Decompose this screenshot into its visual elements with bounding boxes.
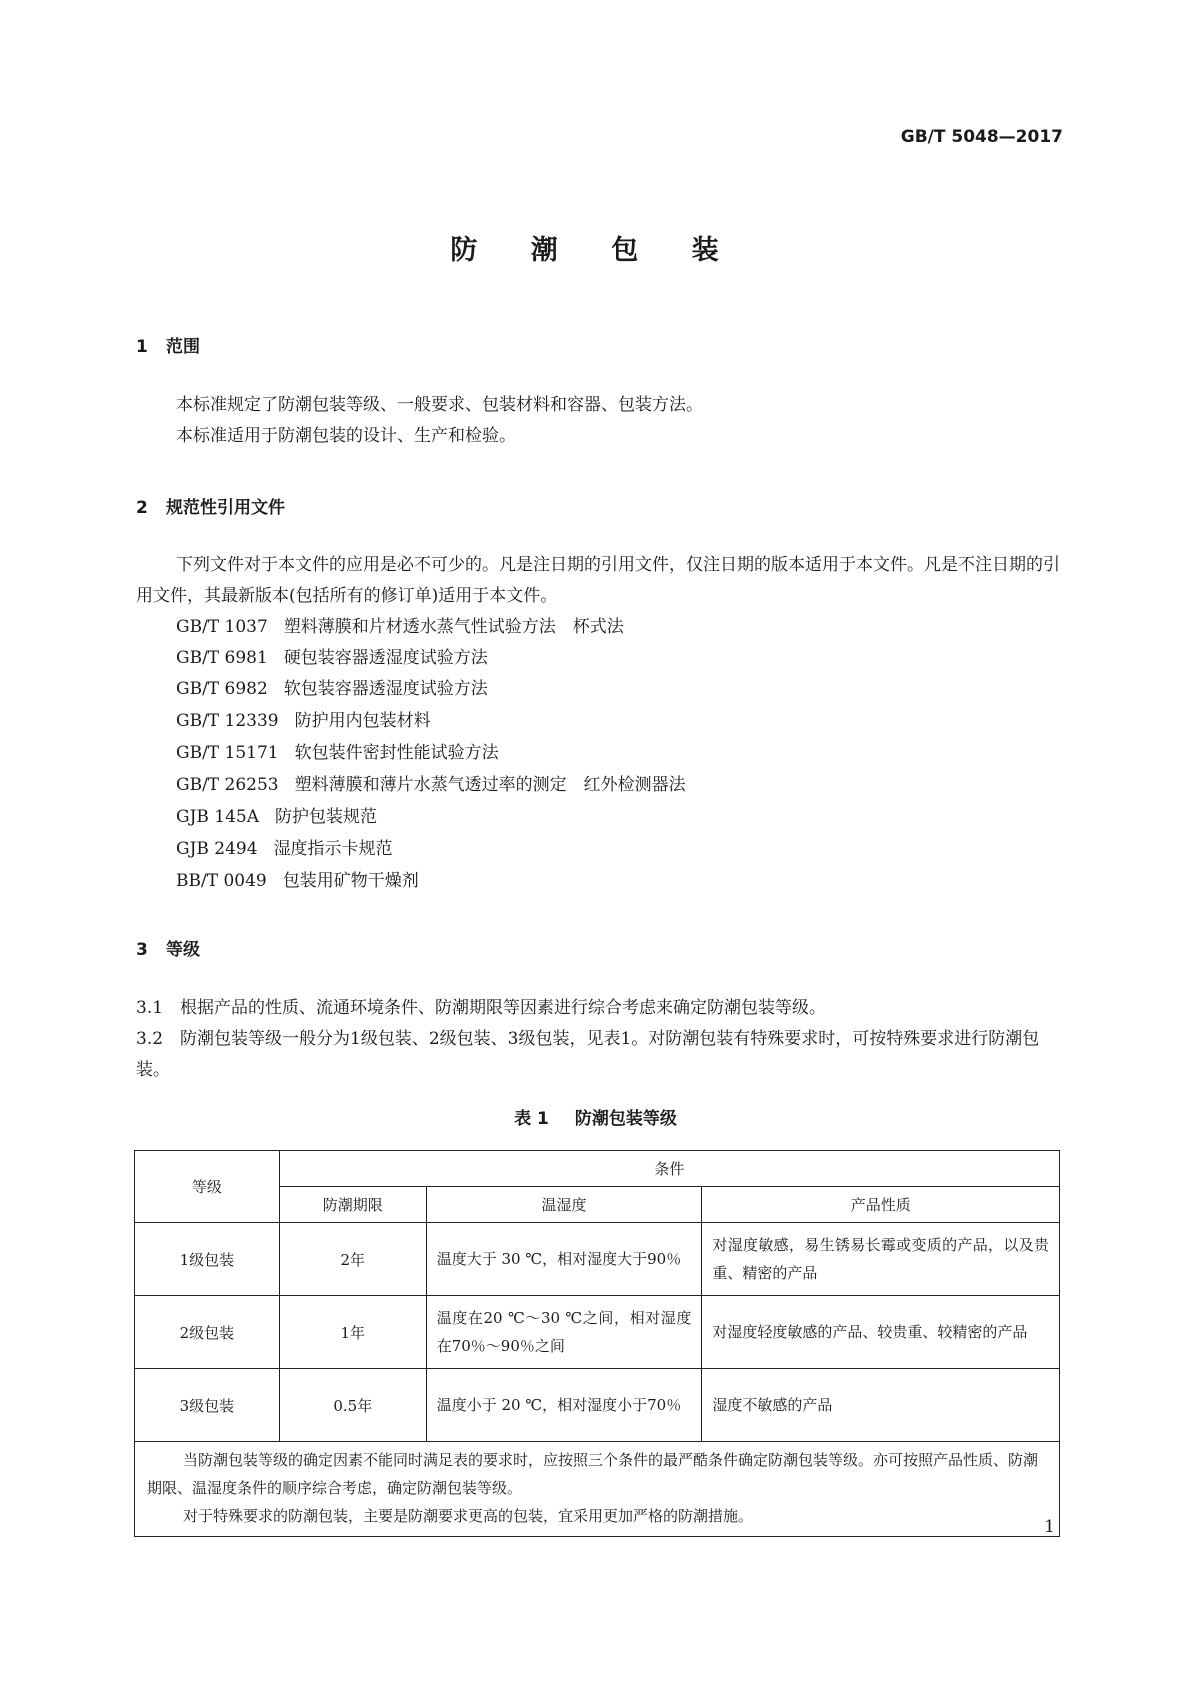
cell-temp-humidity: 温度小于 20 ℃，相对湿度小于70％ bbox=[426, 1369, 702, 1442]
cell-grade: 2级包装 bbox=[135, 1296, 280, 1369]
reference-code: GB/T 12339 bbox=[176, 711, 279, 731]
reference-item bbox=[176, 738, 499, 763]
grade-table bbox=[134, 1150, 1060, 1537]
cell-period: 0.5年 bbox=[279, 1369, 426, 1442]
reference-title: 硬包装容器透湿度试验方法 bbox=[283, 648, 488, 668]
reference-item bbox=[176, 612, 624, 637]
header-conditions: 条件 bbox=[279, 1151, 1059, 1187]
reference-title: 防护用内包装材料 bbox=[294, 711, 431, 731]
reference-title: 湿度指示卡规范 bbox=[273, 839, 393, 859]
clause-number: 3.2 bbox=[136, 1029, 164, 1049]
reference-item bbox=[176, 866, 419, 891]
table-row bbox=[135, 1369, 1060, 1442]
cell-period: 2年 bbox=[279, 1223, 426, 1296]
section-2-intro: 下列文件对于本文件的应用是必不可少的。凡是注日期的引用文件，仅注日期的版本适用于本文件。凡是不注日期的引用文件，其最新版本(包括所有的修订单)适用于本文件。 bbox=[136, 555, 1060, 606]
reference-title: 塑料薄膜和薄片水蒸气透过率的测定 红外检测器法 bbox=[294, 775, 686, 795]
header-product: 产品性质 bbox=[702, 1187, 1060, 1223]
reference-title: 软包装件密封性能试验方法 bbox=[294, 743, 499, 763]
reference-code: GB/T 1037 bbox=[176, 617, 268, 637]
reference-code: GJB 145A bbox=[176, 807, 260, 827]
header-period: 防潮期限 bbox=[279, 1187, 426, 1223]
reference-code: GB/T 26253 bbox=[176, 775, 279, 795]
section-1-heading bbox=[136, 332, 200, 357]
reference-item bbox=[176, 834, 393, 859]
table-caption bbox=[0, 1104, 1191, 1129]
cell-temp-humidity: 温度在20 ℃～30 ℃之间，相对湿度在70％～90％之间 bbox=[426, 1296, 702, 1369]
table-header-row bbox=[135, 1151, 1060, 1187]
section-2-heading bbox=[136, 493, 285, 518]
reference-title: 防护包装规范 bbox=[275, 807, 378, 827]
page-number: 1 bbox=[1044, 1517, 1055, 1537]
reference-item bbox=[176, 643, 488, 668]
reference-title: 软包装容器透湿度试验方法 bbox=[283, 679, 488, 699]
table-row bbox=[135, 1223, 1060, 1296]
section-number: 2 bbox=[136, 498, 148, 518]
section-3-heading bbox=[136, 935, 200, 960]
table-note-row bbox=[135, 1442, 1060, 1537]
cell-grade: 1级包装 bbox=[135, 1223, 280, 1296]
reference-code: GB/T 15171 bbox=[176, 743, 279, 763]
cell-period: 1年 bbox=[279, 1296, 426, 1369]
reference-code: BB/T 0049 bbox=[176, 871, 267, 891]
reference-code: GB/T 6982 bbox=[176, 679, 268, 699]
cell-product: 对湿度轻度敏感的产品、较贵重、较精密的产品 bbox=[702, 1296, 1060, 1369]
section-title: 范围 bbox=[166, 337, 200, 357]
header-grade: 等级 bbox=[135, 1151, 280, 1223]
reference-code: GJB 2494 bbox=[176, 839, 258, 859]
cell-grade: 3级包装 bbox=[135, 1369, 280, 1442]
standard-code: GB/T 5048—2017 bbox=[900, 127, 1063, 147]
cell-product: 对湿度敏感，易生锈易长霉或变质的产品，以及贵重、精密的产品 bbox=[702, 1223, 1060, 1296]
cell-product: 湿度不敏感的产品 bbox=[702, 1369, 1060, 1442]
reference-title: 塑料薄膜和片材透水蒸气性试验方法 杯式法 bbox=[283, 617, 624, 637]
section-title: 等级 bbox=[166, 940, 200, 960]
reference-item bbox=[176, 674, 488, 699]
cell-temp-humidity: 温度大于 30 ℃，相对湿度大于90％ bbox=[426, 1223, 702, 1296]
table-note-paragraph: 对于特殊要求的防潮包装，主要是防潮要求更高的包装，宜采用更加严格的防潮措施。 bbox=[183, 1507, 754, 1525]
reference-item bbox=[176, 706, 431, 731]
table-title: 防潮包装等级 bbox=[574, 1109, 677, 1129]
clause-text: 根据产品的性质、流通环境条件、防潮期限等因素进行综合考虑来确定防潮包装等级。 bbox=[180, 998, 826, 1018]
clause-text: 防潮包装等级一般分为1级包装、2级包装、3级包装，见表1。对防潮包装有特殊要求时，可按特殊要求进行防潮包装。 bbox=[136, 1029, 1040, 1080]
reference-item bbox=[176, 802, 377, 827]
clause-number: 3.1 bbox=[136, 998, 164, 1018]
section-number: 1 bbox=[136, 337, 148, 357]
reference-code: GB/T 6981 bbox=[176, 648, 268, 668]
reference-item bbox=[176, 770, 686, 795]
clause-3-1 bbox=[136, 993, 1061, 1024]
section-title: 规范性引用文件 bbox=[166, 498, 285, 518]
section-1-paragraph: 本标准适用于防潮包装的设计、生产和检验。 bbox=[176, 426, 516, 446]
header-temp-humidity: 温湿度 bbox=[426, 1187, 702, 1223]
reference-title: 包装用矿物干燥剂 bbox=[282, 871, 419, 891]
clause-3-2 bbox=[136, 1024, 1061, 1086]
section-number: 3 bbox=[136, 940, 148, 960]
section-1-paragraph: 本标准规定了防潮包装等级、一般要求、包装材料和容器、包装方法。 bbox=[176, 395, 703, 415]
page-title: 防 潮 包 装 bbox=[450, 235, 741, 266]
table-note bbox=[135, 1442, 1060, 1537]
table-row bbox=[135, 1296, 1060, 1369]
table-note-paragraph: 当防潮包装等级的确定因素不能同时满足表的要求时，应按照三个条件的最严酷条件确定防潮包装等级。亦可按照产品性质、防潮期限、温湿度条件的顺序综合考虑，确定防潮包装等级。 bbox=[147, 1451, 1039, 1497]
table-number: 表 1 bbox=[514, 1109, 549, 1129]
